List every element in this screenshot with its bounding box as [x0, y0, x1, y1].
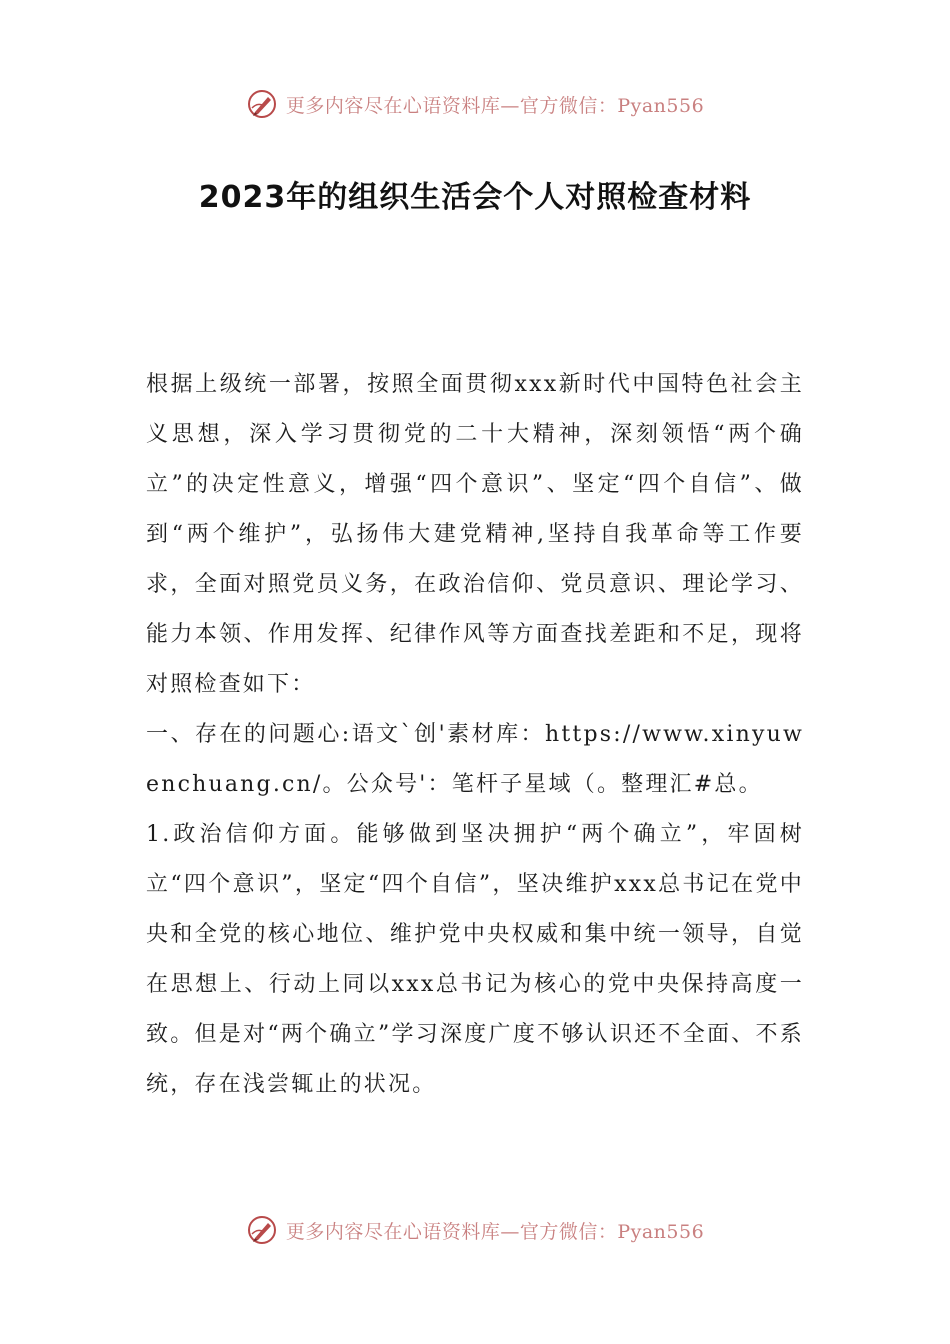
pen-logo-icon — [246, 1214, 278, 1246]
document-body — [146, 360, 804, 1110]
footer-watermark — [0, 1210, 950, 1250]
document-title: 2023年的组织生活会个人对照检查材料 — [198, 180, 752, 215]
watermark-text: 更多内容尽在心语资料库—官方微信：Pyan556 — [285, 94, 705, 117]
pen-logo-icon — [246, 88, 278, 120]
intro-paragraph: 根据上级统一部署，按照全面贯彻xxx新时代中国特色社会主义思想，深入学习贯彻党的二十大精神，深刻领悟“两个确立”的决定性意义，增强“四个意识”、坚定“四个自信”、做到“两个维护”，弘扬伟大建党精神,坚持自我革命等工作要求，全面对照党员义务，在政治信仰、党员意识、理论学习、能力本领、作用发挥、纪律作风等方面查找差距和不足，现将对照检查如下： — [146, 372, 804, 697]
watermark-text: 更多内容尽在心语资料库—官方微信：Pyan556 — [285, 1220, 705, 1243]
political-belief-paragraph: 1.政治信仰方面。能够做到坚决拥护“两个确立”，牢固树立“四个意识”，坚定“四个自信”，坚决维护xxx总书记在党中央和全党的核心地位、维护党中央权威和集中统一领导，自觉在思想上、行动上同以xxx总书记为核心的党中央保持高度一致。但是对“两个确立”学习深度广度不够认识还不全面、不系统，存在浅尝辄止的状况。 — [146, 822, 804, 1097]
section-heading-paragraph: 一、存在的问题心:语文`创'素材库：https://www.xinyuwenchuang.cn/。公众号'：笔杆子星域（。整理汇#总。 — [146, 722, 804, 797]
header-watermark — [0, 84, 950, 124]
